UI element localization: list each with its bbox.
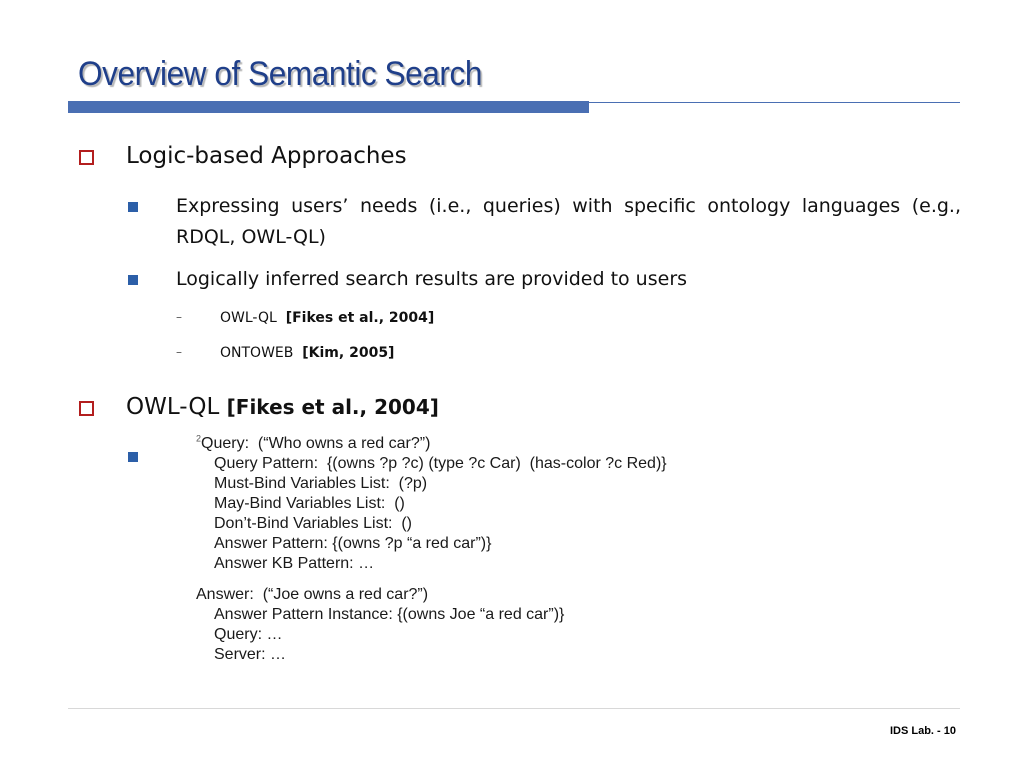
box-bullet-icon (79, 401, 94, 416)
section-heading-logic: Logic-based Approaches (126, 143, 407, 169)
footer-page-label: IDS Lab. - 10 (889, 725, 956, 737)
query-example-image (196, 434, 736, 665)
bullet-item-expressing: Expressing users’ needs (i.e., queries) with specific ontology languages (e.g., RDQL, OWL-QL) (176, 195, 961, 248)
footer-divider (68, 708, 960, 709)
answer-line: Server: … (214, 646, 287, 663)
slide-title: Overview of Semantic Search (78, 55, 482, 93)
square-bullet-icon (128, 452, 138, 462)
section-heading-owlql (126, 394, 439, 420)
title-underline-thin (589, 102, 960, 103)
query-line: Must-Bind Variables List: (?p) (214, 475, 428, 492)
answer-line: Answer: (“Joe owns a red car?”) (196, 586, 429, 603)
query-line: Don’t-Bind Variables List: () (214, 515, 412, 532)
dash-bullet-icon: – (176, 310, 182, 324)
dash-bullet-icon: – (176, 345, 182, 359)
box-bullet-icon (79, 150, 94, 165)
query-line: Answer KB Pattern: … (214, 555, 375, 572)
footnote-mark: 2 (196, 433, 202, 444)
query-line: $^2$Query: (“Who owns a red car?”) (196, 433, 431, 452)
answer-line: Query: … (214, 626, 283, 643)
subitem-owlql (220, 310, 434, 326)
section-heading-owlql-ref: [Fikes et al., 2004] (226, 395, 439, 419)
subitem-owlql-ref: [Fikes et al., 2004] (285, 310, 435, 326)
subitem-owlql-name: OWL-QL (220, 310, 277, 326)
query-line: Answer Pattern: {(owns ?p “a red car”)} (214, 535, 492, 552)
square-bullet-icon (128, 275, 138, 285)
query-spacer (196, 574, 736, 585)
bullet-item-inferred: Logically inferred search results are provided to users (176, 268, 688, 290)
answer-line: Answer Pattern Instance: {(owns Joe “a red car”)} (214, 606, 565, 623)
subitem-ontoweb-ref: [Kim, 2005] (302, 345, 395, 361)
query-line: May-Bind Variables List: () (214, 495, 405, 512)
subitem-ontoweb (220, 345, 394, 361)
section-heading-owlql-label: OWL-QL (126, 394, 220, 420)
subitem-ontoweb-name: ONTOWEB (220, 345, 294, 361)
query-line: Query Pattern: {(owns ?p ?c) (type ?c Car) (has-color ?c Red)} (214, 455, 667, 472)
square-bullet-icon (128, 202, 138, 212)
title-underline-thick (68, 101, 589, 113)
